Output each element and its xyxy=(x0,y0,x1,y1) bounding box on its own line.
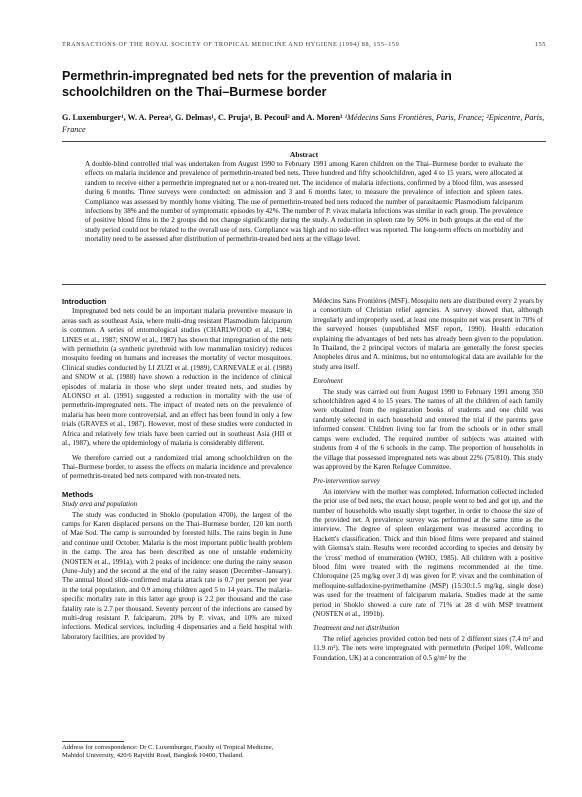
right-column xyxy=(313,297,543,668)
study-area-paragraph: The study was conducted in Shoklo (population 4700), the largest of the camps for Karen displaced persons on the Thai–Burmese border, 120 km north of Mae Sod. The camp is surrounded by forested hills. The rains begin in June and continue until October. Malaria is the most important public health problem in the camp. The area has been described as one of unstable endemicity (NOSTEN et al., 1991a), with 2 peaks of incidence: one during the rainy season (June–July) and the second at the end of the rainy season (December–January). The annual blood slide-confirmed malaria attack rate is 0.7 per person per year in the total population, and 0.9 among children aged 5 to 14 years. The malaria-specific mortality rate in this latter age group is 2.2 per thousand and the case fatality rate is 2.7 per thousand. Seventy percent of the infections are caused by multi-drug resistant P. falciparum, 20% by P. vivax, and 10% are mixed infections. Medical services, including 4 dispensaries and a field hospital with laboratory facilities, are provided by xyxy=(62,510,292,641)
treatment-paragraph: The relief agencies provided cotton bed nets of 2 different sizes (7.4 m² and 11.9 m²). The nets were impregnated with permethrin (Peripel 10®, Wellcome Foundation, UK) at a concentration of 0.5 g/m² by the xyxy=(313,634,543,662)
abstract-text: A double-blind controlled trial was undertaken from August 1990 to February 1991 among Karen children on the Thai–Burmese border to evaluate the effects on malaria incidence and prevalence of permethrin-treated bed nets. Three hundred and fifty schoolchildren, aged 4 to 15 years, were allocated at random to receive either a permethrin impregnated net or a non-treated net. The incidence of malaria infections, confirmed by a blood film, was assessed during 6 months. Three surveys were conducted: on admission and 3 and 6 months later, to measure the prevalence of infection and spleen rates. Compliance was assessed by monthly home visiting. The use of permethrin-treated bed nets reduced the number of parasitaemic Plasmodium falciparum infections by 38% and the number of symptomatic episodes by 42%. The number of P. vivax malaria infections was similar in each group. The prevalence of positive blood films in the 2 groups did not change significantly during the study. A reduction in spleen rate by 50% in both groups at the end of the study period could not be related to the overall use of nets. Compliance was high and no side-effect was reported. The long-term effects on morbidity and mortality need to be assessed after distribution of permethrin-treated bed nets at the village level. xyxy=(85,160,523,244)
author-affiliation: ¹Médecins Sans Frontières, Paris, France; ²Epicentre, Paris, France xyxy=(62,113,545,134)
correspondence-footnote: Address for correspondence: Dr C. Luxemburger, Faculty of Tropical Medicine, Mahidol University, 420/6 Rajvithi Road, Bangkok 10400, Thailand. xyxy=(62,744,274,760)
header-rule xyxy=(62,141,546,142)
article-title: Permethrin-impregnated bed nets for the prevention of malaria in schoolchildren on the Thai–Burmese border xyxy=(62,69,452,99)
treatment-heading: Treatment and net distribution xyxy=(313,624,400,633)
study-area-heading: Study area and population xyxy=(62,500,138,509)
methods-heading: Methods xyxy=(62,489,94,499)
running-head xyxy=(62,41,546,48)
continued-paragraph: Médecins Sans Frontières (MSF). Mosquito nets are distributed every 2 years by a consortium of Christian relief agencies. A survey showed that, although irregularly and improperly used, at least one mosquito net was present in 70% of the surveyed houses (unpublished MSF report, 1990). Health education explaining the advantages of bed nets has already been given to the population. In Thailand, the 2 principal vectors of malaria are generally the forest species Anopheles dirus and A. minimus, but no entomological data are available for the study area itself. xyxy=(313,297,543,371)
pre-intervention-heading: Pre-intervention survey xyxy=(313,477,380,486)
footnote-rule xyxy=(62,741,124,742)
author-block xyxy=(62,112,546,136)
pre-intervention-paragraph: An interview with the mother was completed. Information collected included the prior use of bed nets, the exact house, people went to bed and got up, and the number of households who usually slept together, in order to choose the size of the provided net. A prevalence survey was performed at the same time as the interview. The degree of spleen enlargement was measured according to Hackett's classification. Thick and thin blood films were prepared and stained with Giemsa's stain. Results were recorded according to species and density by the 'cross' method of enumeration (WHO, 1985). All children with a positive blood film were treated with the regimens recommended at the time. Chloroquine (25 mg/kg over 3 d) was given for P. vivax and the combination of mefloquine-sulfadoxine-pyrimethamine (MSP) (15:30:1.5 mg/kg, single dose) was used for the treatment of falciparum malaria. Studies made at the same period in Shoklo showed a cure rate of 71% at 28 d with MSP treatment (NOSTEN et al., 1991b). xyxy=(313,487,543,618)
intro-paragraph-2: We therefore carried out a randomized trial among schoolchildren on the Thai–Burmese border, to assess the effects on malaria incidence and prevalence of permethrin-treated bed nets compared with non-treated nets. xyxy=(62,453,292,481)
enrolment-heading: Enrolment xyxy=(313,377,343,386)
journal-citation: TRANSACTIONS OF THE ROYAL SOCIETY OF TROPICAL MEDICINE AND HYGIENE (1994) 88, 155–159 xyxy=(62,41,400,48)
page-number: 155 xyxy=(534,41,546,48)
abstract-rule xyxy=(62,284,546,285)
introduction-heading: Introduction xyxy=(62,297,107,306)
enrolment-paragraph: The study was carried out from August 1990 to February 1991 among 350 schoolchildren aged 4 to 15 years. The names of all the children of each family were obtained from the registration books of students and one child was randomly selected in each household and entered the trial if the parents gave informed consent. Children living too far from the schools or in other small camps were excluded. The required number of subjects was attained with students from 4 of the 6 schools in the camp. The proportion of households in the village that possessed impregnated nets was about 22% (75/810). This study was approved by the Karen Refugee Committee. xyxy=(313,387,543,471)
author-names: G. Luxemburger¹, W. A. Perea², G. Delmas¹, C. Pruja¹, B. Pecoul² and A. Moren³ xyxy=(62,113,343,122)
left-column xyxy=(62,297,292,647)
intro-paragraph-1: Impregnated bed nets could be an important malaria preventive measure in areas such as southeast Asia, where multi-drug resistant Plasmodium falciparum is common. A series of entomological studies (CHARLWOOD et al., 1984; LINES et al., 1987; SNOW et al., 1987) has shown that impregnation of the nets with permethrin (a synthetic pyrethroid with low mammalian toxicity) reduces mosquito feeding on humans and increases the mortality of vector mosquitoes. Clinical studies conducted by LI ZUZI et al. (1989), CARNEVALE et al. (1988) and SNOW et al. (1988) have shown a reduction in the incidence of clinical episodes of malaria in those who slept under treated nets, and studies by ALONSO et al. (1991) suggested a reduction in mortality with the use of permethrin-impregnated nets. The impact of treated nets on the prevalence of malaria has been more controversial, and an effect has been found in only a few trials (GRAVES et al., 1987). However, most of these studies were conducted in Africa and relatively few trials have been carried out in southeast Asia (HII et al., 1987), where the epidemiology of malaria is considerably different. xyxy=(62,307,292,448)
abstract-heading: Abstract xyxy=(289,150,319,159)
